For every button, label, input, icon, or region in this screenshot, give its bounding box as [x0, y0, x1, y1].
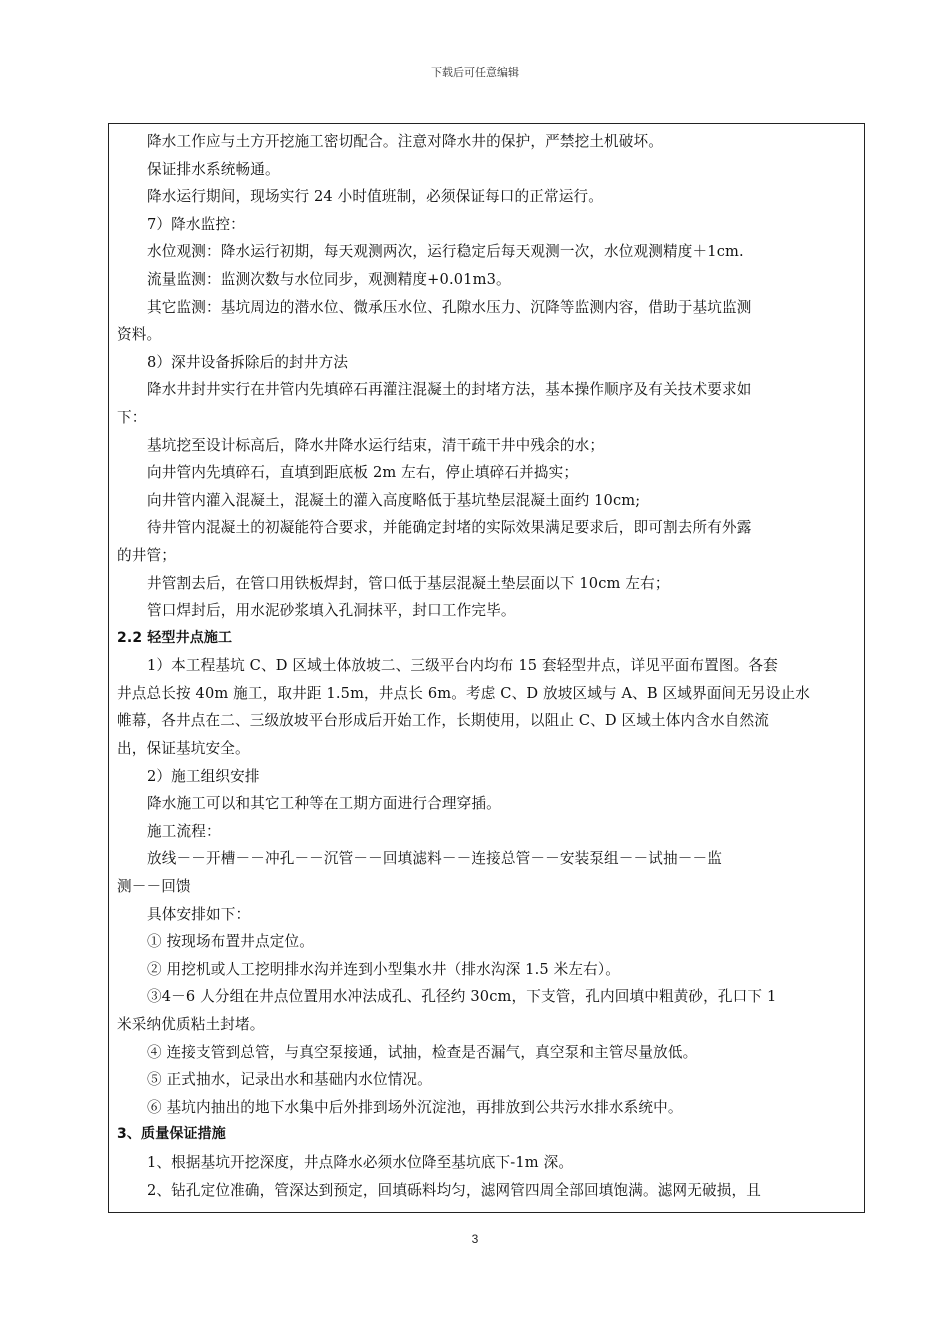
text-line: 8）深井设备拆除后的封井方法 — [147, 353, 349, 371]
text-line: 2、钻孔定位准确，管深达到预定，回填砾料均匀，滤网管四周全部回填饱满。滤网无破损，且 — [147, 1181, 761, 1199]
text-line: ④ 连接支管到总管，与真空泵接通，试抽，检查是否漏气，真空泵和主管尽量放低。 — [147, 1043, 698, 1061]
text-line: 降水井封井实行在井管内先填碎石再灌注混凝土的封堵方法，基本操作顺序及有关技术要求如 — [147, 381, 752, 399]
section-heading: 2.2 轻型井点施工 — [117, 629, 233, 646]
text-line: 7）降水监控： — [147, 215, 245, 233]
text-line: 管口焊封后，用水泥砂浆填入孔洞抹平，封口工作完毕。 — [147, 602, 516, 620]
text-line: 保证排水系统畅通。 — [147, 160, 280, 178]
text-line: 基坑挖至设计标高后，降水井降水运行结束，清干疏干井中残余的水； — [147, 436, 605, 454]
text-line: 测－－回馈 — [117, 878, 191, 896]
page-number: 3 — [471, 1232, 479, 1246]
page-header: 下载后可任意编辑 — [431, 66, 519, 79]
text-line: 下： — [117, 408, 147, 426]
text-line: 水位观测：降水运行初期，每天观测两次，运行稳定后每天观测一次，水位观测精度＋1cm. — [147, 243, 744, 261]
text-line: 降水运行期间，现场实行 24 小时值班制，必须保证每口的正常运行。 — [147, 188, 604, 206]
text-line: 向井管内先填碎石，直填到距底板 2m 左右，停止填碎石并捣实； — [147, 464, 579, 482]
text-line: 待井管内混凝土的初凝能符合要求，并能确定封堵的实际效果满足要求后，即可割去所有外露 — [147, 519, 752, 537]
text-line: 帷幕，各井点在二、三级放坡平台形成后开始工作，长期使用，以阻止 C、D 区域土体内含水自然流 — [117, 712, 769, 730]
document-frame — [108, 123, 865, 1213]
text-line: 流量监测：监测次数与水位同步，观测精度+0.01m3。 — [147, 270, 511, 288]
text-line: 井点总长按 40m 施工，取井距 1.5m，井点长 6m。考虑 C、D 放坡区域与 A、B 区域界面间无另设止水 — [117, 684, 811, 702]
text-line: 井管割去后，在管口用铁板焊封，管口低于基层混凝土垫层面以下 10cm 左右； — [147, 574, 670, 592]
text-line: 米采纳优质粘土封堵。 — [117, 1016, 265, 1033]
text-line: 降水施工可以和其它工种等在工期方面进行合理穿插。 — [147, 795, 501, 813]
text-line: 的井管； — [117, 546, 176, 564]
text-line: ① 按现场布置井点定位。 — [147, 933, 314, 951]
section-heading: 3、质量保证措施 — [117, 1126, 226, 1143]
text-line: 出，保证基坑安全。 — [117, 740, 250, 758]
text-line: 1）本工程基坑 C、D 区域土体放坡二、三级平台内均布 15 套轻型井点，详见平面布置图。各套 — [147, 657, 778, 675]
text-line: ⑤ 正式抽水，记录出水和基础内水位情况。 — [147, 1071, 432, 1089]
text-line: ⑥ 基坑内抽出的地下水集中后外排到场外沉淀池，再排放到公共污水排水系统中。 — [147, 1098, 683, 1116]
text-line: 施工流程： — [147, 822, 221, 840]
text-line: 放线－－开槽－－冲孔－－沉管－－回填滤料－－连接总管－－安装泵组－－试抽－－监 — [147, 850, 723, 868]
text-line: ② 用挖机或人工挖明排水沟并连到小型集水井（排水沟深 1.5 米左右）。 — [147, 960, 621, 978]
text-line: 2）施工组织安排 — [147, 767, 260, 785]
text-line: 具体安排如下： — [147, 905, 251, 923]
text-line: 其它监测：基坑周边的潜水位、微承压水位、孔隙水压力、沉降等监测内容，借助于基坑监测 — [147, 298, 752, 316]
text-line: 资料。 — [117, 326, 162, 344]
text-line: ③4－6 人分组在井点位置用水冲法成孔、孔径约 30cm，下支管，孔内回填中粗黄砂，孔口下 1 — [147, 988, 777, 1006]
text-line: 1、根据基坑开挖深度，井点降水必须水位降至基坑底下-1m 深。 — [147, 1153, 574, 1171]
text-line: 降水工作应与土方开挖施工密切配合。注意对降水井的保护，严禁挖土机破坏。 — [147, 133, 664, 150]
text-line: 向井管内灌入混凝土，混凝土的灌入高度略低于基坑垫层混凝土面约 10cm; — [147, 491, 641, 509]
